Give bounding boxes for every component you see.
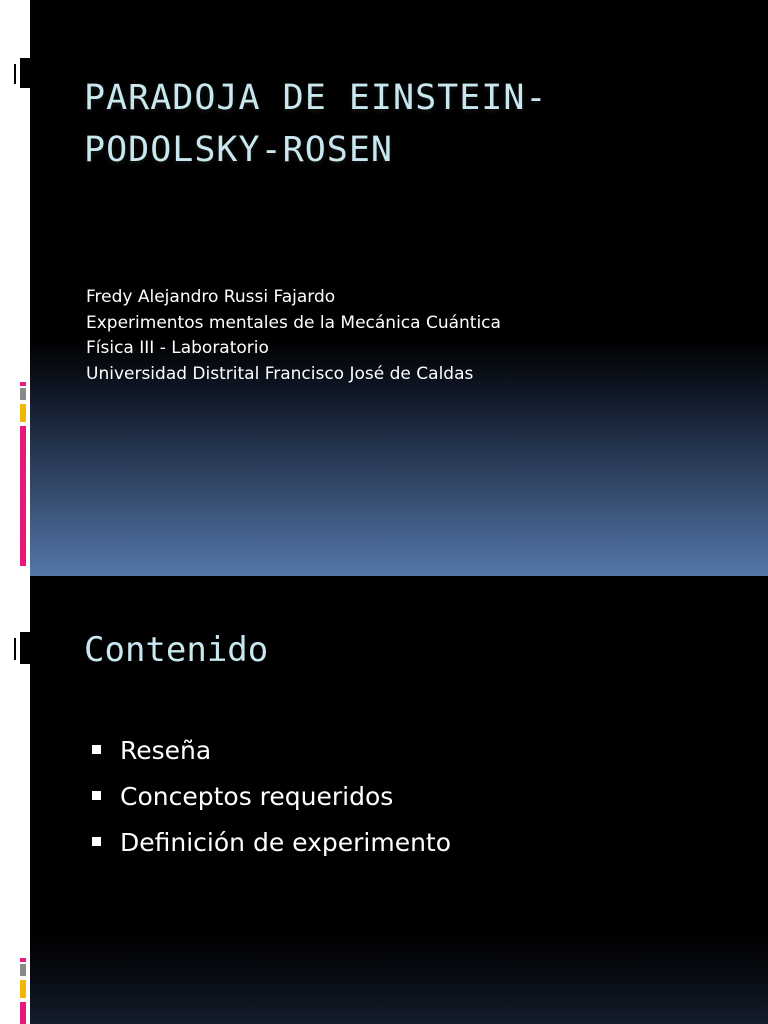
title-line-1: PARADOJA DE EINSTEIN- <box>84 78 548 118</box>
square-bullet-icon <box>92 745 101 754</box>
list-item <box>92 728 451 774</box>
slide-left-bar <box>0 0 30 576</box>
contents-slide <box>0 576 768 1024</box>
slide-left-bar <box>0 576 30 1024</box>
bar-mark <box>20 58 30 88</box>
bar-mark <box>14 64 16 84</box>
title-line-2: PODOLSKY-ROSEN <box>84 130 394 170</box>
list-item-text: Conceptos requeridos <box>120 782 394 811</box>
accent-mark-pink <box>20 1002 26 1024</box>
bar-mark <box>20 632 30 664</box>
square-bullet-icon <box>92 837 101 846</box>
list-item <box>92 774 451 820</box>
accent-mark-pink-top <box>20 958 26 962</box>
bar-mark <box>14 638 16 660</box>
course-name: Física III - Laboratorio <box>86 338 269 358</box>
accent-mark-yellow <box>20 404 26 422</box>
course-topic: Experimentos mentales de la Mecánica Cuántica <box>86 312 501 333</box>
accent-mark-pink-top <box>20 382 26 386</box>
subtitle-block <box>86 285 501 387</box>
list-item <box>92 820 451 866</box>
accent-mark-gray <box>20 964 26 976</box>
list-item-text: Definición de experimento <box>120 828 452 857</box>
contents-heading: Contenido <box>84 630 269 670</box>
author-name: Fredy Alejandro Russi Fajardo <box>86 287 336 307</box>
accent-mark-gray <box>20 388 26 400</box>
square-bullet-icon <box>92 791 101 800</box>
accent-mark-yellow <box>20 980 26 998</box>
slide-title <box>84 72 548 176</box>
contents-list <box>92 728 451 866</box>
university-name: Universidad Distrital Francisco José de Caldas <box>86 363 474 384</box>
list-item-text: Reseña <box>120 736 212 765</box>
accent-mark-pink <box>20 426 26 566</box>
